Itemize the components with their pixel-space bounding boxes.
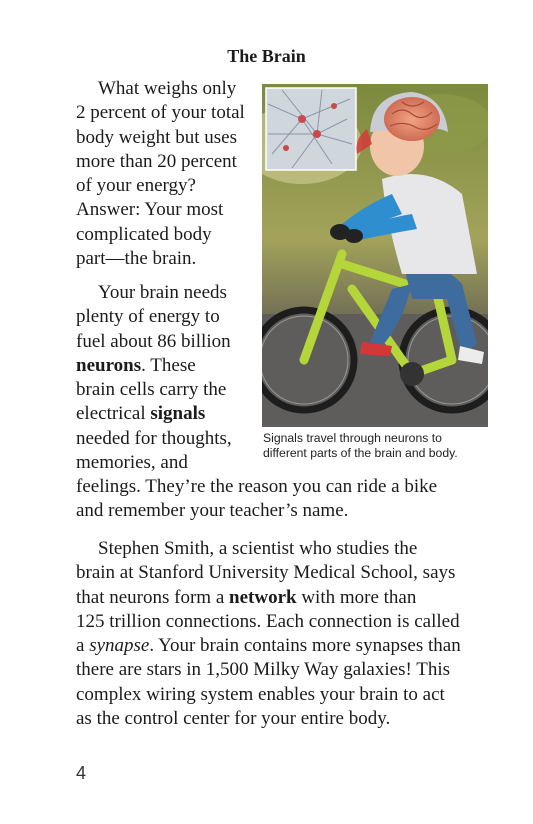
text-line: Stephen Smith, a scientist who studies the	[98, 538, 418, 559]
text-line: brain at Stanford University Medical School, says	[76, 562, 456, 584]
text-line	[76, 634, 496, 658]
energy-paragraph-continued	[76, 475, 496, 524]
intro-paragraph	[76, 77, 261, 271]
bike-rider-photo	[262, 84, 488, 427]
text-line: needed for thoughts,	[76, 427, 232, 449]
synapse-paragraph	[76, 537, 496, 731]
text-line: Your brain needs	[98, 282, 227, 303]
text-line: brain cells carry the	[76, 379, 227, 401]
caption-line: Signals travel through neurons to	[263, 431, 442, 445]
text-line	[76, 354, 266, 378]
text-line: there are stars in 1,500 Milky Way galaxies! This	[76, 659, 450, 681]
text-line: plenty of energy to	[76, 306, 220, 328]
text-line	[76, 586, 496, 610]
bike-rider-illustration	[262, 84, 488, 427]
text-line: What weighs only	[98, 78, 237, 99]
term-synapse: synapse	[89, 635, 150, 657]
text-run: a	[76, 635, 90, 657]
text-line: Answer: Your most	[76, 199, 224, 221]
term-network: network	[229, 586, 297, 608]
text-run: that neurons form a	[76, 586, 230, 608]
text-line: complicated body	[76, 223, 212, 245]
term-neurons: neurons	[76, 354, 142, 376]
text-line	[76, 402, 266, 426]
text-line: 2 percent of your total	[76, 102, 245, 124]
text-line: memories, and	[76, 452, 188, 474]
text-line: body weight but uses	[76, 126, 237, 148]
text-line: and remember your teacher’s name.	[76, 500, 349, 522]
text-run: . Your brain contains more synapses than	[149, 635, 461, 657]
text-line: part—the brain.	[76, 248, 197, 270]
text-line: as the control center for your entire body.	[76, 708, 391, 730]
brain-overlay	[384, 97, 440, 141]
energy-paragraph	[76, 281, 266, 475]
text-run: with more than	[296, 586, 417, 608]
text-line: feelings. They’re the reason you can ride a bike	[76, 476, 438, 497]
caption-line: different parts of the brain and body.	[263, 446, 458, 460]
text-line: complex wiring system enables your brain to act	[76, 683, 445, 705]
text-line: more than 20 percent	[76, 150, 237, 172]
neuron-inset-icon	[266, 88, 356, 170]
text-line: of your energy?	[76, 175, 196, 197]
text-run: . These	[141, 354, 196, 376]
photo-caption	[263, 431, 493, 461]
term-signals: signals	[150, 403, 206, 425]
text-line: fuel about 86 billion	[76, 330, 231, 352]
text-line: 125 trillion connections. Each connection is called	[76, 610, 460, 632]
text-run: electrical	[76, 403, 151, 425]
page-number: 4	[76, 763, 87, 783]
page-title: The Brain	[227, 46, 306, 66]
